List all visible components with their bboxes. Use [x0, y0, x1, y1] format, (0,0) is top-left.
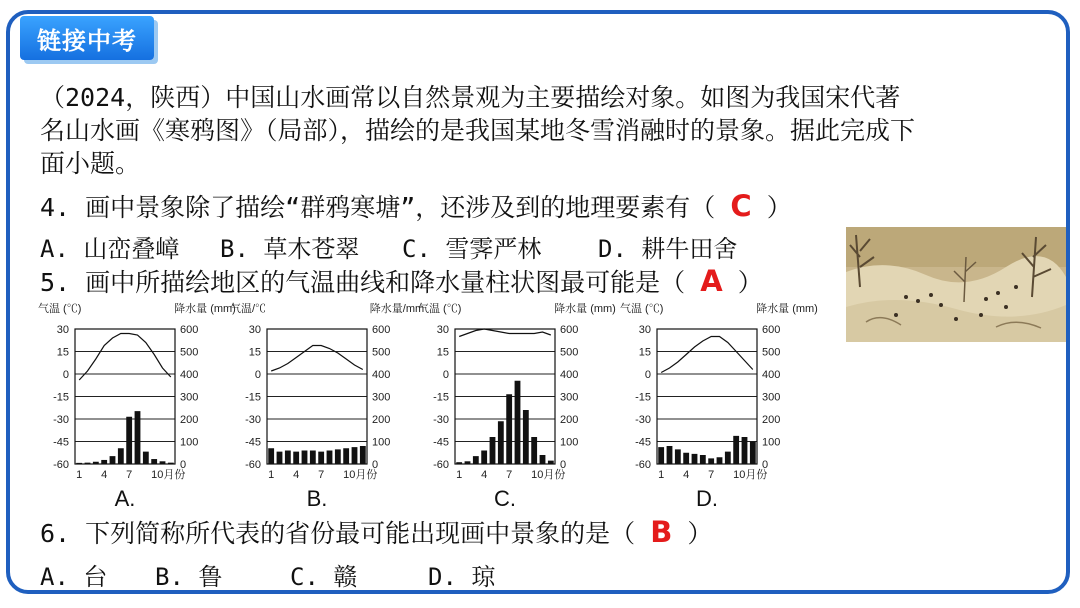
- precip-bar: [101, 460, 107, 464]
- precip-bar: [523, 410, 529, 464]
- question-6-answer: B: [650, 515, 673, 549]
- chart-option-label: A.: [114, 486, 136, 511]
- question-5-answer: A: [700, 264, 723, 298]
- painting-image: [846, 227, 1066, 342]
- q6-option-a: A. 台: [40, 563, 108, 591]
- precip-bar: [515, 381, 521, 464]
- temp-tick-label: 30: [248, 324, 261, 336]
- precip-bar: [318, 452, 324, 464]
- month-tick-label: 4: [101, 469, 108, 481]
- month-tick-label: 4: [683, 469, 690, 481]
- climate-chart-c: [410, 298, 616, 513]
- question-5: [40, 263, 763, 299]
- precip-axis-label: 降水量/mm: [369, 303, 425, 315]
- precip-bar: [667, 446, 673, 464]
- precip-tick-label: 300: [560, 391, 579, 404]
- precip-tick-label: 100: [762, 436, 781, 449]
- painting-svg: [846, 227, 1066, 342]
- precip-bar: [360, 446, 366, 464]
- precip-bar: [343, 448, 349, 464]
- precip-bar: [742, 437, 748, 464]
- q6-option-c: C. 赣: [290, 563, 358, 591]
- precip-bar: [490, 437, 496, 464]
- temp-axis-label: 气温 (℃): [38, 303, 82, 315]
- precip-bar: [335, 449, 341, 464]
- precip-tick-label: 600: [762, 324, 781, 336]
- climate-chart-a: [30, 298, 236, 513]
- temp-tick-label: 15: [248, 346, 261, 359]
- precip-tick-label: 100: [180, 436, 199, 449]
- precip-tick-label: 0: [372, 459, 379, 471]
- precip-tick-label: 0: [180, 459, 187, 471]
- precip-tick-label: 500: [762, 346, 781, 359]
- precip-bar: [531, 437, 537, 464]
- month-tick-label: 10月份: [151, 469, 186, 481]
- precip-bar: [110, 456, 116, 464]
- precip-bar: [658, 447, 664, 464]
- question-6-stem: 6. 下列简称所代表的省份最可能出现画中景象的是（: [40, 519, 636, 548]
- month-tick-label: 10月份: [531, 469, 566, 481]
- month-tick-label: 7: [708, 469, 715, 481]
- temp-tick-label: 0: [62, 369, 69, 381]
- temp-axis-label: 气温 (℃): [418, 303, 462, 315]
- intro-line-2: 名山水画《寒鸦图》（局部），描绘的是我国某地冬雪消融时的景象。据此完成下: [40, 116, 916, 145]
- precip-bar: [683, 453, 689, 464]
- precip-bar: [126, 417, 132, 464]
- q4-option-c: C. 雪霁严林: [402, 235, 542, 263]
- q4-option-b: B. 草木苍翠: [220, 235, 360, 263]
- precip-bar: [675, 449, 681, 464]
- chart-option-label: B.: [306, 486, 328, 511]
- month-tick-label: 7: [126, 469, 133, 481]
- climate-chart-b: [222, 298, 425, 513]
- precip-tick-label: 400: [560, 369, 579, 381]
- precip-bar: [277, 452, 283, 464]
- month-tick-label: 1: [76, 469, 83, 481]
- temp-tick-label: -60: [433, 459, 449, 471]
- temp-tick-label: -15: [433, 391, 449, 404]
- month-tick-label: 7: [318, 469, 325, 481]
- precip-bar: [750, 442, 756, 465]
- q6-option-b: B. 鲁: [155, 563, 223, 591]
- temp-tick-label: -60: [635, 459, 651, 471]
- precip-tick-label: 300: [372, 391, 391, 404]
- temp-tick-label: -45: [245, 436, 261, 449]
- temperature-curve: [661, 337, 753, 373]
- precip-bar: [135, 411, 141, 464]
- climate-chart-d: [612, 298, 818, 513]
- temperature-curve: [271, 346, 363, 372]
- question-4-close: ）: [766, 193, 792, 222]
- precip-bar: [481, 451, 487, 465]
- month-tick-label: 4: [293, 469, 300, 481]
- precip-bar: [118, 448, 124, 464]
- precip-tick-label: 200: [372, 414, 391, 426]
- temp-tick-label: 30: [638, 324, 651, 336]
- temp-tick-label: -15: [635, 391, 651, 404]
- chart-option-label: D.: [696, 486, 718, 511]
- temp-axis-label: 气温 (℃): [620, 303, 664, 315]
- header-tag: 链接中考: [20, 16, 154, 60]
- question-5-close: ）: [737, 268, 763, 297]
- precip-bar: [506, 394, 512, 464]
- question-4-stem: 4. 画中景象除了描绘“群鸦寒塘”，还涉及到的地理要素有（: [40, 193, 716, 222]
- precip-bar: [700, 455, 706, 464]
- precip-bar: [293, 452, 299, 464]
- temp-tick-label: -60: [53, 459, 69, 471]
- question-5-stem: 5. 画中所描绘地区的气温曲线和降水量柱状图最可能是（: [40, 268, 686, 297]
- precip-tick-label: 200: [180, 414, 199, 426]
- precip-tick-label: 0: [762, 459, 769, 471]
- precip-bar: [725, 452, 731, 464]
- intro-line-1: （2024，陕西）中国山水画常以自然景观为主要描绘对象。如图为我国宋代著: [40, 83, 901, 112]
- precip-tick-label: 400: [180, 369, 199, 381]
- temperature-curve: [79, 334, 171, 381]
- precip-tick-label: 300: [180, 391, 199, 404]
- temperature-curve: [459, 329, 551, 337]
- q6-option-d: D. 琼: [428, 563, 496, 591]
- precip-tick-label: 500: [560, 346, 579, 359]
- temp-tick-label: -30: [433, 414, 449, 426]
- chart-option-label: C.: [494, 486, 516, 511]
- precip-tick-label: 400: [762, 369, 781, 381]
- question-4-answer: C: [730, 189, 752, 223]
- temp-tick-label: 15: [638, 346, 651, 359]
- precip-bar: [151, 459, 157, 464]
- month-tick-label: 1: [456, 469, 463, 481]
- precip-bar: [143, 452, 149, 464]
- month-tick-label: 10月份: [343, 469, 378, 481]
- temp-tick-label: 0: [644, 369, 651, 381]
- precip-bar: [717, 457, 723, 464]
- question-6-close: ）: [687, 519, 713, 548]
- temp-tick-label: 15: [56, 346, 69, 359]
- precip-bar: [310, 451, 316, 465]
- precip-tick-label: 0: [560, 459, 567, 471]
- precip-bar: [302, 451, 308, 465]
- precip-bar: [268, 448, 274, 464]
- month-tick-label: 1: [658, 469, 665, 481]
- precip-tick-label: 300: [762, 391, 781, 404]
- temp-tick-label: 0: [442, 369, 449, 381]
- precip-tick-label: 600: [180, 324, 199, 336]
- month-tick-label: 10月份: [733, 469, 768, 481]
- temp-tick-label: 0: [254, 369, 261, 381]
- precip-tick-label: 600: [560, 324, 579, 336]
- precip-bar: [692, 454, 698, 464]
- month-tick-label: 7: [506, 469, 513, 481]
- question-6: [40, 514, 712, 550]
- temp-tick-label: 15: [436, 346, 449, 359]
- month-tick-label: 1: [268, 469, 275, 481]
- question-4: [40, 188, 792, 224]
- precip-tick-label: 100: [560, 436, 579, 449]
- precip-bar: [498, 421, 504, 464]
- precip-bar: [540, 455, 546, 464]
- precip-tick-label: 600: [372, 324, 391, 336]
- precip-tick-label: 200: [560, 414, 579, 426]
- temp-tick-label: -15: [53, 391, 69, 404]
- temp-tick-label: -30: [635, 414, 651, 426]
- temp-tick-label: 30: [56, 324, 69, 336]
- precip-bar: [473, 456, 479, 464]
- precip-bar: [352, 447, 358, 464]
- temp-axis-label: 气温/℃: [230, 303, 267, 315]
- temp-tick-label: -30: [53, 414, 69, 426]
- temp-tick-label: -15: [245, 391, 261, 404]
- precip-axis-label: 降水量 (mm): [554, 303, 616, 315]
- precip-axis-label: 降水量 (mm): [174, 303, 236, 315]
- temp-tick-label: -45: [433, 436, 449, 449]
- month-tick-label: 4: [481, 469, 488, 481]
- precip-axis-label: 降水量 (mm): [756, 303, 818, 315]
- precip-tick-label: 100: [372, 436, 391, 449]
- precip-bar: [733, 436, 739, 464]
- precip-bar: [327, 451, 333, 465]
- precip-tick-label: 400: [372, 369, 391, 381]
- temp-tick-label: -30: [245, 414, 261, 426]
- temp-tick-label: 30: [436, 324, 449, 336]
- temp-tick-label: -60: [245, 459, 261, 471]
- precip-tick-label: 500: [180, 346, 199, 359]
- precip-tick-label: 200: [762, 414, 781, 426]
- intro-line-3: 面小题。: [40, 149, 141, 178]
- precip-bar: [285, 451, 291, 465]
- precip-tick-label: 500: [372, 346, 391, 359]
- precip-bar: [708, 458, 714, 464]
- q4-option-d: D. 耕牛田舍: [598, 235, 738, 263]
- q4-option-a: A. 山峦叠嶂: [40, 235, 180, 263]
- temp-tick-label: -45: [635, 436, 651, 449]
- temp-tick-label: -45: [53, 436, 69, 449]
